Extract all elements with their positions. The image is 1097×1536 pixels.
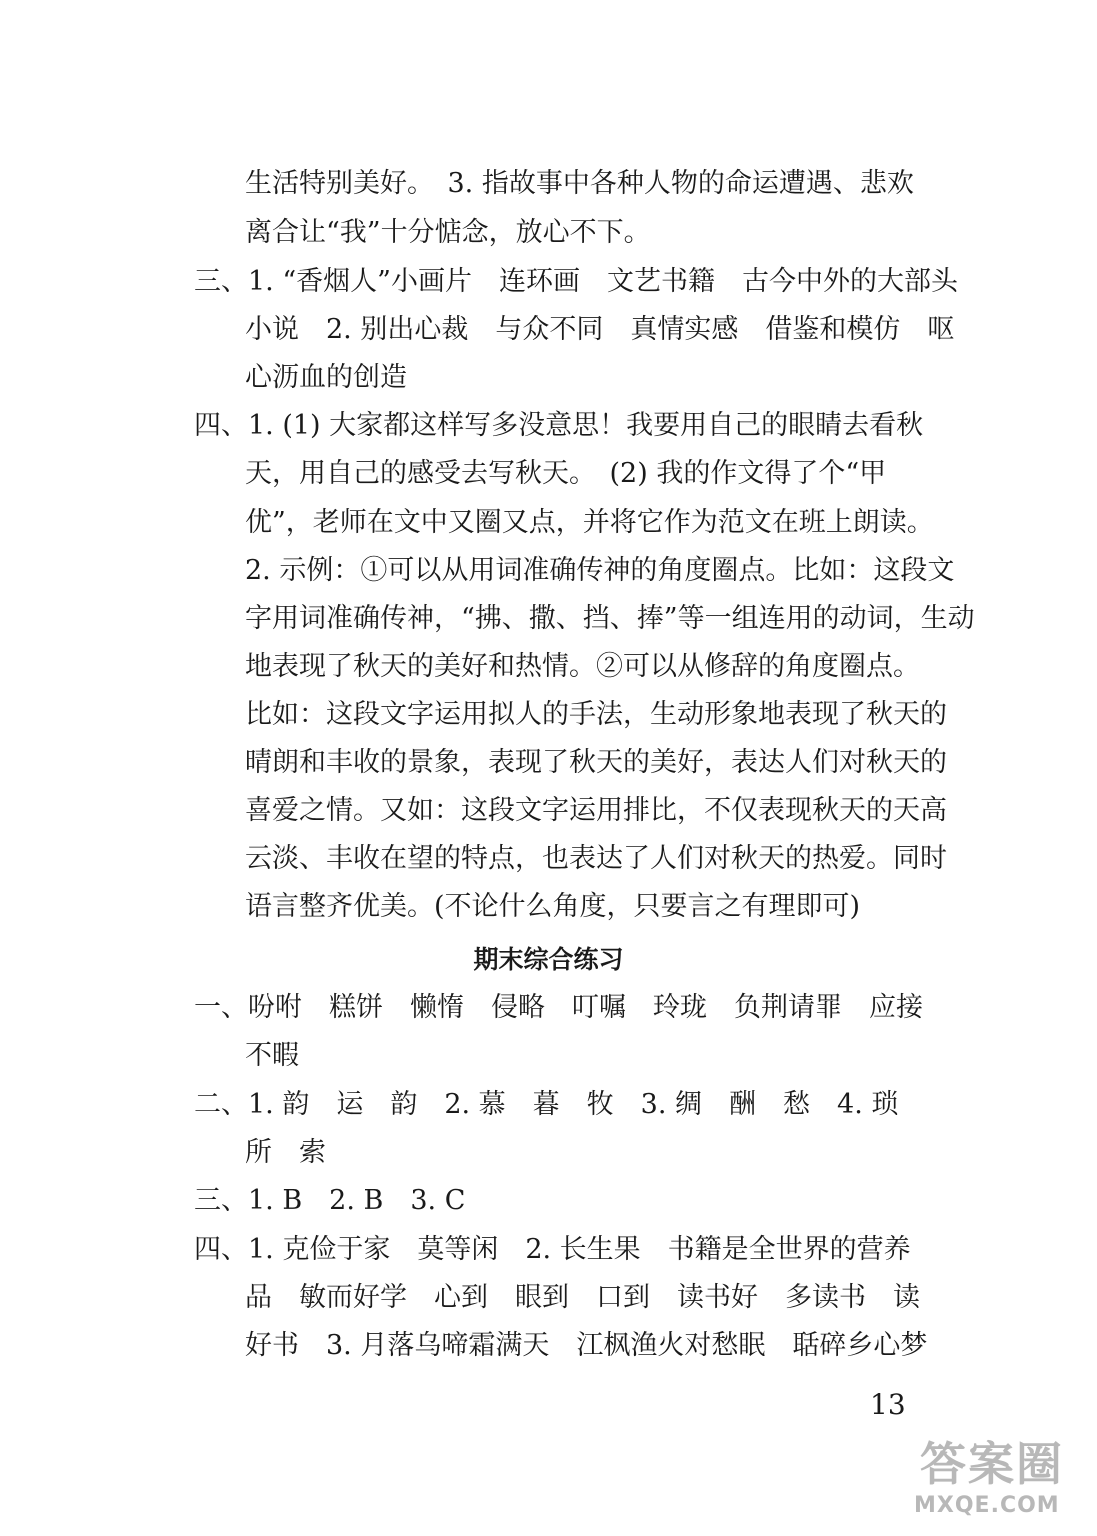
text-line: 好书 3. 月落乌啼霜满天 江枫渔火对愁眠 聒碎乡心梦: [245, 1330, 928, 1361]
text-line: 三、1. B 2. B 3. C: [194, 1185, 466, 1216]
text-line: 一、吩咐 糕饼 懒惰 侵略 叮嘱 玲珑 负荆请罪 应接: [194, 992, 923, 1023]
text-line: 小说 2. 别出心裁 与众不同 真情实感 借鉴和模仿 呕: [245, 314, 955, 345]
text-line: 喜爱之情。又如：这段文字运用排比，不仅表现秋天的天高: [245, 795, 947, 826]
text-line: 字用词准确传神，“拂、撒、挡、捧”等一组连用的动词，生动: [245, 603, 975, 634]
text-line: 品 敏而好学 心到 眼到 口到 读书好 多读书 读: [245, 1282, 920, 1313]
text-line: 三、1. “香烟人”小画片 连环画 文艺书籍 古今中外的大部头: [194, 266, 958, 297]
text-line: 心沥血的创造: [245, 362, 407, 393]
text-line: 地表现了秋天的美好和热情。②可以从修辞的角度圈点。: [245, 651, 920, 682]
text-line: 天，用自己的感受去写秋天。 (2) 我的作文得了个“甲: [245, 458, 887, 489]
text-line: 语言整齐优美。(不论什么角度，只要言之有理即可): [245, 891, 861, 922]
text-line: 云淡、丰收在望的特点，也表达了人们对秋天的热爱。同时: [245, 843, 947, 874]
text-line: 晴朗和丰收的景象，表现了秋天的美好，表达人们对秋天的: [245, 747, 947, 778]
text-line: 2. 示例：①可以从用词准确传神的角度圈点。比如：这段文: [245, 555, 955, 586]
text-line: 所 索: [245, 1137, 326, 1168]
text-line: 二、1. 韵 运 韵 2. 慕 暮 牧 3. 绸 酬 愁 4. 琐: [194, 1089, 899, 1120]
text-line: 生活特别美好。 3. 指故事中各种人物的命运遭遇、悲欢: [245, 168, 914, 199]
watermark-logo: [908, 1436, 1078, 1526]
text-line: 不暇: [245, 1040, 299, 1071]
text-line: 优”，老师在文中又圈又点，并将它作为范文在班上朗读。: [245, 507, 934, 538]
text-line: 离合让“我”十分惦念，放心不下。: [245, 217, 651, 248]
section-title: 期末综合练习: [473, 945, 624, 974]
watermark-url: MXQE.COM: [914, 1493, 1060, 1518]
page-number: 13: [870, 1388, 906, 1421]
watermark-text: 答案圈: [920, 1437, 1064, 1491]
text-line: 四、1. (1) 大家都这样写多没意思！我要用自己的眼睛去看秋: [194, 410, 924, 441]
text-line: 四、1. 克俭于家 莫等闲 2. 长生果 书籍是全世界的营养: [194, 1234, 911, 1265]
text-line: 比如：这段文字运用拟人的手法，生动形象地表现了秋天的: [245, 699, 947, 730]
